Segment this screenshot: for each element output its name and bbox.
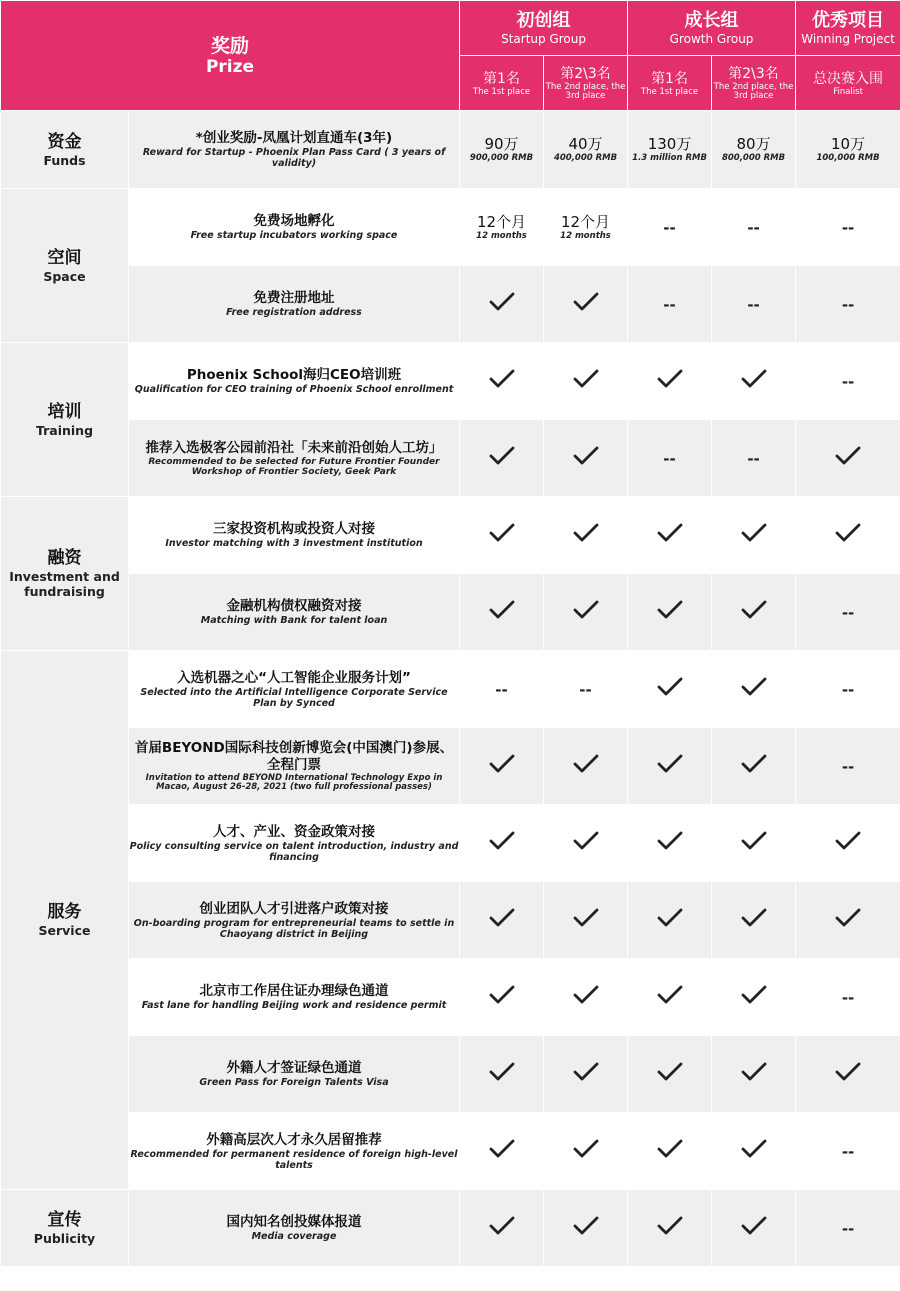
category-en: Training (35, 422, 94, 438)
value-main: 130万 (647, 135, 692, 153)
check-icon (741, 754, 767, 774)
value-cell (712, 882, 796, 959)
group-title-en: Growth Group (669, 32, 754, 46)
check-icon (489, 1062, 515, 1082)
value-cell (460, 728, 544, 805)
check-icon (657, 523, 683, 543)
check-icon (835, 831, 861, 851)
check-icon (489, 1216, 515, 1236)
category-en: Space (43, 268, 86, 284)
value-sub: 12 months (560, 230, 611, 241)
value-cell (460, 574, 544, 651)
value-cell (712, 343, 796, 420)
benefit-en: On-boarding program for entrepreneurial teams to settle in Chaoyang district in Beijing (133, 917, 455, 940)
none-mark: -- (841, 1142, 855, 1161)
value-cell (712, 1190, 796, 1267)
check-icon (489, 523, 515, 543)
benefit-zh: 首届BEYOND国际科技创新博览会(中国澳门)参展、全程门票 (134, 740, 454, 773)
check-icon (835, 1062, 861, 1082)
table-row (1, 728, 900, 805)
value-cell (712, 189, 796, 266)
none-mark: -- (663, 449, 676, 468)
benefit-en: Selected into the Artificial Intelligence Corporate Service Plan by Synced (140, 686, 448, 709)
value-cell (628, 574, 712, 651)
value-cell (796, 1113, 900, 1190)
value-cell (628, 266, 712, 343)
benefit-description (129, 651, 460, 728)
value-cell (712, 1036, 796, 1113)
benefit-description (129, 420, 460, 497)
none-mark: -- (747, 218, 760, 237)
value-cell (628, 1036, 712, 1113)
benefit-description (129, 1036, 460, 1113)
table-row (1, 111, 900, 189)
table-row (1, 1190, 900, 1267)
value-cell (712, 651, 796, 728)
value-cell (796, 959, 900, 1036)
value-cell (460, 497, 544, 574)
benefit-en: Free startup incubators working space (190, 230, 398, 241)
none-mark: -- (841, 988, 855, 1007)
check-icon (573, 446, 599, 466)
check-icon (573, 292, 599, 312)
benefit-zh: 金融机构债权融资对接 (226, 598, 362, 614)
benefit-zh: 推荐入选极客公园前沿社「未来前沿创始人工坊」 (145, 439, 443, 456)
none-mark: -- (663, 218, 676, 237)
value-cell (628, 882, 712, 959)
benefit-en: Matching with Bank for talent loan (200, 615, 388, 626)
category-zh: 融资 (47, 548, 82, 568)
value-sub: 900,000 RMB (469, 153, 534, 163)
benefit-description (129, 959, 460, 1036)
place-header (796, 56, 900, 111)
benefit-zh: 入选机器之心“人工智能企业服务计划” (177, 669, 411, 686)
value-cell (712, 728, 796, 805)
value-cell (460, 343, 544, 420)
value-cell (460, 959, 544, 1036)
check-icon (489, 908, 515, 928)
benefit-description (129, 343, 460, 420)
value-cell (796, 266, 900, 343)
check-icon (657, 677, 683, 697)
check-icon (741, 1216, 767, 1236)
value-cell (628, 343, 712, 420)
category-cell (1, 651, 129, 1190)
table-row (1, 805, 900, 882)
value-cell (712, 111, 796, 189)
benefit-en: Free registration address (226, 307, 362, 318)
place-header (712, 56, 796, 111)
group-header-startup (460, 1, 628, 56)
value-main: 40万 (568, 135, 603, 153)
value-cell (628, 805, 712, 882)
none-mark: -- (841, 1219, 855, 1238)
none-mark: -- (663, 295, 676, 314)
value-sub: 1.3 million RMB (632, 153, 707, 163)
check-icon (657, 600, 683, 620)
table-row (1, 1113, 900, 1190)
none-mark: -- (747, 295, 760, 314)
value-cell (460, 1190, 544, 1267)
group-header-growth (628, 1, 796, 56)
value-cell (460, 1113, 544, 1190)
place-header (628, 56, 712, 111)
place-en: The 2nd place, the 3rd place (545, 82, 626, 101)
value-cell (628, 420, 712, 497)
table-row (1, 189, 900, 266)
value-cell (460, 111, 544, 189)
place-header (460, 56, 544, 111)
benefit-zh: 北京市工作居住证办理绿色通道 (199, 983, 389, 999)
place-header (544, 56, 628, 111)
value-sub: 400,000 RMB (553, 153, 618, 163)
place-zh: 第1名 (483, 70, 520, 87)
check-icon (489, 985, 515, 1005)
benefit-description (129, 882, 460, 959)
benefit-description (129, 111, 460, 189)
table-row (1, 574, 900, 651)
check-icon (741, 523, 767, 543)
benefit-description (129, 574, 460, 651)
table-row (1, 882, 900, 959)
check-icon (741, 600, 767, 620)
benefit-description (129, 1113, 460, 1190)
group-title-zh: 成长组 (684, 10, 739, 31)
category-cell (1, 111, 129, 189)
value-cell (796, 420, 900, 497)
benefit-en: Recommended to be selected for Future Frontier Founder Workshop of Frontier Society, Geek Park (148, 456, 440, 477)
benefit-zh: Phoenix School海归CEO培训班 (186, 367, 402, 383)
value-cell (796, 189, 900, 266)
value-cell (460, 266, 544, 343)
value-cell (460, 1036, 544, 1113)
value-cell (544, 1113, 628, 1190)
place-en: The 1st place (472, 86, 531, 97)
value-cell (796, 651, 900, 728)
table-row (1, 266, 900, 343)
category-en: Publicity (33, 1231, 96, 1246)
benefit-description (129, 497, 460, 574)
check-icon (489, 831, 515, 851)
check-icon (489, 1139, 515, 1159)
value-cell (712, 497, 796, 574)
value-sub: 12 months (476, 230, 527, 241)
category-cell (1, 1190, 129, 1267)
check-icon (657, 985, 683, 1005)
check-icon (835, 908, 861, 928)
check-icon (741, 1139, 767, 1159)
check-icon (741, 677, 767, 697)
value-cell (544, 266, 628, 343)
value-cell (460, 651, 544, 728)
value-sub: 100,000 RMB (816, 153, 880, 163)
value-main: 12个月 (560, 212, 611, 231)
value-cell (628, 1190, 712, 1267)
check-icon (573, 985, 599, 1005)
value-main: 80万 (736, 135, 771, 153)
place-zh: 第2\3名 (728, 66, 779, 82)
benefit-description (129, 1190, 460, 1267)
check-icon (573, 831, 599, 851)
none-mark: -- (841, 372, 855, 391)
benefit-description (129, 266, 460, 343)
value-cell (796, 1190, 900, 1267)
check-icon (657, 369, 683, 389)
category-en: Investment and fundraising (9, 569, 120, 599)
check-icon (835, 446, 861, 466)
value-cell (544, 420, 628, 497)
none-mark: -- (841, 680, 855, 699)
benefit-zh: 三家投资机构或投资人对接 (213, 521, 375, 537)
value-cell (544, 574, 628, 651)
place-zh: 第1名 (651, 70, 688, 87)
table-row (1, 420, 900, 497)
check-icon (573, 754, 599, 774)
check-icon (573, 369, 599, 389)
benefit-en: Policy consulting service on talent introduction, industry and financing (129, 840, 459, 863)
value-cell (628, 728, 712, 805)
check-icon (741, 908, 767, 928)
benefit-zh: 免费场地孵化 (253, 213, 335, 229)
none-mark: -- (579, 680, 592, 699)
place-en: Finalist (833, 86, 863, 97)
place-zh: 总决赛入围 (813, 70, 884, 87)
value-cell (544, 111, 628, 189)
category-cell (1, 189, 129, 343)
value-cell (544, 1190, 628, 1267)
value-cell (628, 1113, 712, 1190)
prize-header (1, 1, 460, 111)
value-cell (796, 882, 900, 959)
none-mark: -- (495, 680, 508, 699)
value-cell (712, 574, 796, 651)
category-zh: 空间 (47, 247, 82, 268)
check-icon (573, 1139, 599, 1159)
benefit-en: Invitation to attend BEYOND International Technology Expo in Macao, August 26-28, 2021 (two full professional passes) (145, 773, 443, 792)
value-cell (544, 651, 628, 728)
none-mark: -- (841, 295, 855, 314)
value-cell (796, 497, 900, 574)
value-cell (628, 111, 712, 189)
value-cell (628, 497, 712, 574)
value-cell (460, 805, 544, 882)
value-cell (544, 728, 628, 805)
benefit-description (129, 805, 460, 882)
check-icon (741, 1062, 767, 1082)
none-mark: -- (841, 757, 855, 776)
benefit-en: Investor matching with 3 investment institution (165, 538, 423, 549)
value-cell (628, 189, 712, 266)
table-row (1, 1036, 900, 1113)
check-icon (741, 369, 767, 389)
value-cell (796, 111, 900, 189)
check-icon (489, 600, 515, 620)
check-icon (657, 1062, 683, 1082)
value-cell (796, 805, 900, 882)
value-cell (544, 959, 628, 1036)
benefit-en: Qualification for CEO training of Phoenix School enrollment (134, 384, 454, 395)
benefit-description (129, 189, 460, 266)
table-row (1, 497, 900, 574)
value-cell (712, 805, 796, 882)
benefit-zh: 外籍人才签证绿色通道 (226, 1060, 362, 1076)
benefit-description (129, 728, 460, 805)
check-icon (573, 908, 599, 928)
value-cell (796, 574, 900, 651)
value-cell (544, 1036, 628, 1113)
benefit-en: Green Pass for Foreign Talents Visa (199, 1077, 389, 1088)
category-en: Service (38, 923, 91, 938)
value-cell (628, 959, 712, 1036)
prize-header-zh: 奖励 (211, 34, 250, 57)
value-cell (712, 420, 796, 497)
benefit-zh: 创业团队人才引进落户政策对接 (199, 900, 389, 917)
value-main: 90万 (484, 135, 519, 153)
category-zh: 资金 (47, 131, 82, 152)
check-icon (489, 754, 515, 774)
value-cell (460, 882, 544, 959)
group-header-winning (796, 1, 900, 56)
value-cell (796, 728, 900, 805)
group-title-en: Startup Group (501, 32, 586, 46)
category-zh: 服务 (47, 902, 82, 922)
benefit-en: Recommended for permanent residence of foreign high-level talents (130, 1148, 458, 1171)
group-title-zh: 初创组 (516, 10, 571, 31)
category-en: Funds (43, 152, 86, 168)
value-cell (544, 882, 628, 959)
value-cell (460, 189, 544, 266)
check-icon (741, 831, 767, 851)
value-cell (712, 959, 796, 1036)
check-icon (657, 1216, 683, 1236)
group-title-en: Winning Project (801, 32, 895, 46)
check-icon (489, 369, 515, 389)
value-cell (796, 1036, 900, 1113)
value-cell (544, 343, 628, 420)
category-zh: 宣传 (47, 1210, 82, 1230)
value-cell (544, 805, 628, 882)
check-icon (489, 446, 515, 466)
benefit-en: Reward for Startup - Phoenix Plan Pass Card ( 3 years of validity) (142, 147, 446, 169)
value-cell (544, 497, 628, 574)
check-icon (573, 523, 599, 543)
check-icon (489, 292, 515, 312)
none-mark: -- (841, 603, 855, 622)
place-en: The 1st place (640, 86, 699, 97)
value-main: 12个月 (476, 212, 527, 231)
value-cell (712, 1113, 796, 1190)
check-icon (657, 1139, 683, 1159)
table-row (1, 959, 900, 1036)
benefit-zh: 外籍高层次人才永久居留推荐 (206, 1131, 382, 1148)
prize-header-en: Prize (205, 56, 255, 77)
benefit-zh: *创业奖励-凤凰计划直通车(3年) (195, 130, 393, 146)
benefit-zh: 国内知名创投媒体报道 (226, 1214, 362, 1230)
check-icon (741, 985, 767, 1005)
table-row (1, 651, 900, 728)
check-icon (657, 831, 683, 851)
check-icon (573, 1216, 599, 1236)
group-title-zh: 优秀项目 (812, 10, 885, 31)
category-cell (1, 497, 129, 651)
place-zh: 第2\3名 (560, 66, 611, 82)
place-en: The 2nd place, the 3rd place (713, 82, 794, 101)
category-zh: 培训 (47, 401, 82, 422)
none-mark: -- (841, 218, 855, 237)
value-sub: 800,000 RMB (721, 153, 786, 163)
value-cell (460, 420, 544, 497)
value-cell (544, 189, 628, 266)
benefit-zh: 免费注册地址 (253, 290, 335, 306)
value-cell (712, 266, 796, 343)
value-cell (628, 651, 712, 728)
check-icon (835, 523, 861, 543)
none-mark: -- (747, 449, 760, 468)
benefit-en: Media coverage (251, 1231, 337, 1242)
check-icon (657, 754, 683, 774)
category-cell (1, 343, 129, 497)
check-icon (573, 600, 599, 620)
benefit-en: Fast lane for handling Beijing work and residence permit (141, 1000, 447, 1011)
check-icon (573, 1062, 599, 1082)
check-icon (657, 908, 683, 928)
benefit-zh: 人才、产业、资金政策对接 (213, 823, 375, 840)
value-cell (796, 343, 900, 420)
value-main: 10万 (831, 135, 866, 153)
table-row (1, 343, 900, 420)
